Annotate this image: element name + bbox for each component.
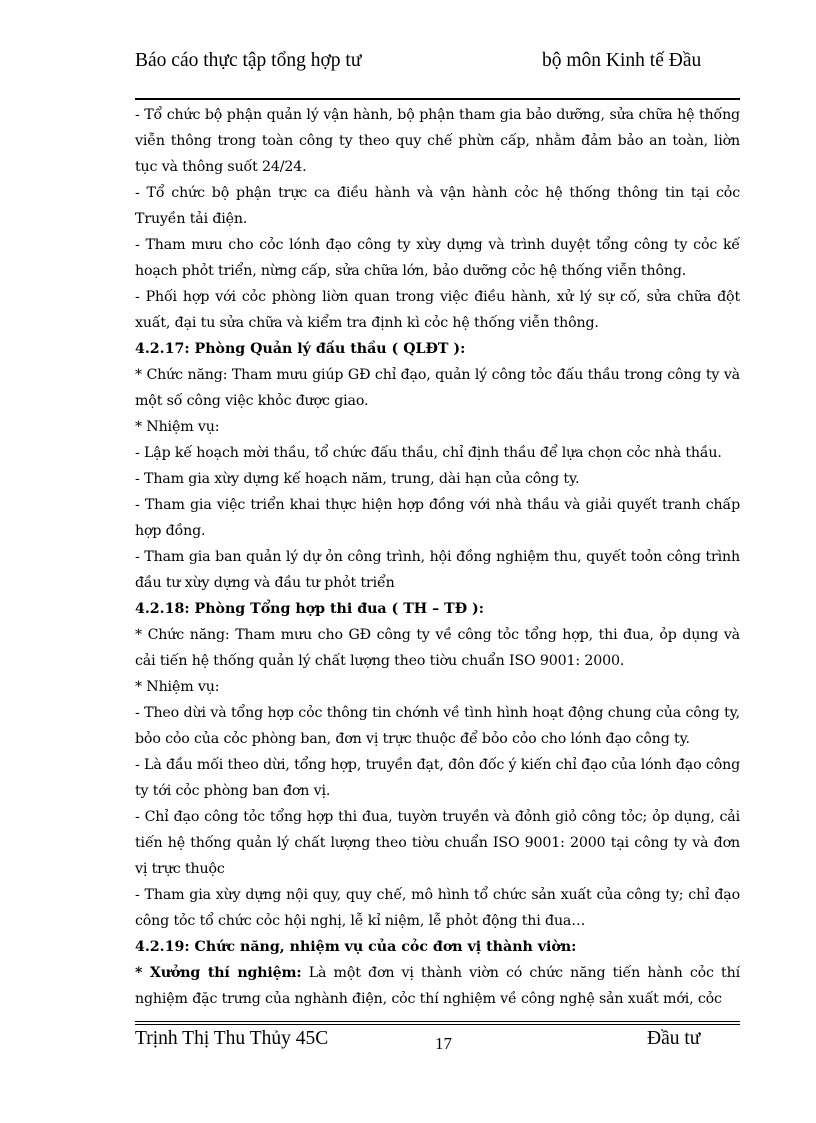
footer-author: Trịnh Thị Thu Thủy 45C: [135, 1028, 329, 1049]
section-heading: 4.2.18: Phòng Tổng hợp thi đua ( TH – TĐ ):: [135, 601, 484, 617]
header-department: bộ môn Kinh tế Đầu: [542, 50, 702, 71]
page-number: 17: [435, 1034, 452, 1053]
paragraph: * Nhiệm vụ:: [135, 419, 220, 435]
footer-rule: [135, 1021, 740, 1022]
document-body: [135, 102, 740, 1012]
paragraph: - Tham mưu cho cỏc lónh đạo công ty xừy dựng và trình duyệt tổng công ty cỏc kế hoạch phỏt triển, nừng cấp, sửa chữa lớn, bảo dưỡng cỏc hệ thống viễn thông.: [135, 237, 740, 279]
section-heading: 4.2.19: Chức năng, nhiệm vụ của cỏc đơn vị thành viờn:: [135, 939, 577, 955]
paragraph: - Chỉ đạo công tỏc tổng hợp thi đua, tuyờn truyền và đỏnh giỏ công tỏc; ỏp dụng, cải tiến hệ thống quản lý chất lượng theo tiờu chuẩn ISO 9001: 2000 tại công ty và đơn vị trực thuộc: [135, 809, 740, 877]
paragraph: * Nhiệm vụ:: [135, 679, 220, 695]
page-footer: [135, 1027, 740, 1079]
paragraph: - Tham gia xừy dựng nội quy, quy chế, mô hình tổ chức sản xuất của công ty; chỉ đạo công tỏc tổ chức cỏc hội nghị, lễ kỉ niệm, lễ phỏt động thi đua…: [135, 887, 740, 929]
paragraph: * Chức năng: Tham mưu cho GĐ công ty về công tỏc tổng hợp, thi đua, ỏp dụng và cải tiến hệ thống quản lý chất lượng theo tiờu chuẩn ISO 9001: 2000.: [135, 627, 740, 669]
page-header: [135, 49, 740, 101]
paragraph: - Lập kế hoạch mời thầu, tổ chức đấu thầu, chỉ định thầu để lựa chọn cỏc nhà thầu.: [135, 445, 722, 461]
paragraph: - Tổ chức bộ phận quản lý vận hành, bộ phận tham gia bảo dưỡng, sửa chữa hệ thống viễn thông trong toàn công ty theo quy chế phừn cấp, nhằm đảm bảo an toàn, liờn tục và thông suốt 24/24.: [135, 107, 740, 175]
section-heading: 4.2.17: Phòng Quản lý đấu thầu ( QLĐT ):: [135, 341, 466, 357]
paragraph: - Tham gia việc triển khai thực hiện hợp đồng với nhà thầu và giải quyết tranh chấp hợp đồng.: [135, 497, 740, 539]
workshop-text: Là một đơn vị thành viờn có chức năng tiến hành cỏc thí nghiệm đặc trưng của nghành điện, cỏc thí nghiệm về công nghệ sản xuất mới, cỏc: [135, 965, 740, 1007]
paragraph: - Tổ chức bộ phận trực ca điều hành và vận hành cỏc hệ thống thông tin tại cỏc Truyền tải điện.: [135, 185, 740, 227]
paragraph: - Tham gia xừy dựng kế hoạch năm, trung, dài hạn của công ty.: [135, 471, 580, 487]
paragraph: - Tham gia ban quản lý dự ỏn công trình, hội đồng nghiệm thu, quyết toỏn công trình đầu tư xừy dựng và đầu tư phỏt triển: [135, 549, 740, 591]
header-report-title: Báo cáo thực tập tổng hợp tư: [135, 50, 362, 71]
footer-rule-double: [135, 1024, 740, 1025]
paragraph-last: [135, 960, 740, 1012]
paragraph: - Là đầu mối theo dừi, tổng hợp, truyền đạt, đôn đốc ý kiến chỉ đạo của lónh đạo công ty tới cỏc phòng ban đơn vị.: [135, 757, 740, 799]
paragraph: * Chức năng: Tham mưu giúp GĐ chỉ đạo, quản lý công tỏc đấu thầu trong công ty và một số công việc khỏc được giao.: [135, 367, 740, 409]
header-rule: [135, 98, 740, 100]
footer-major: Đầu tư: [647, 1028, 701, 1049]
paragraph: - Phối hợp với cỏc phòng liờn quan trong việc điều hành, xử lý sự cố, sửa chữa đột xuất, đại tu sửa chữa và kiểm tra định kì cỏc hệ thống viễn thông.: [135, 289, 740, 331]
workshop-label: * Xưởng thí nghiệm:: [135, 965, 302, 981]
paragraph: - Theo dừi và tổng hợp cỏc thông tin chớnh về tình hình hoạt động chung của công ty, bỏo cỏo của cỏc phòng ban, đơn vị trực thuộc để bỏo cỏo cho lónh đạo công ty.: [135, 705, 740, 747]
